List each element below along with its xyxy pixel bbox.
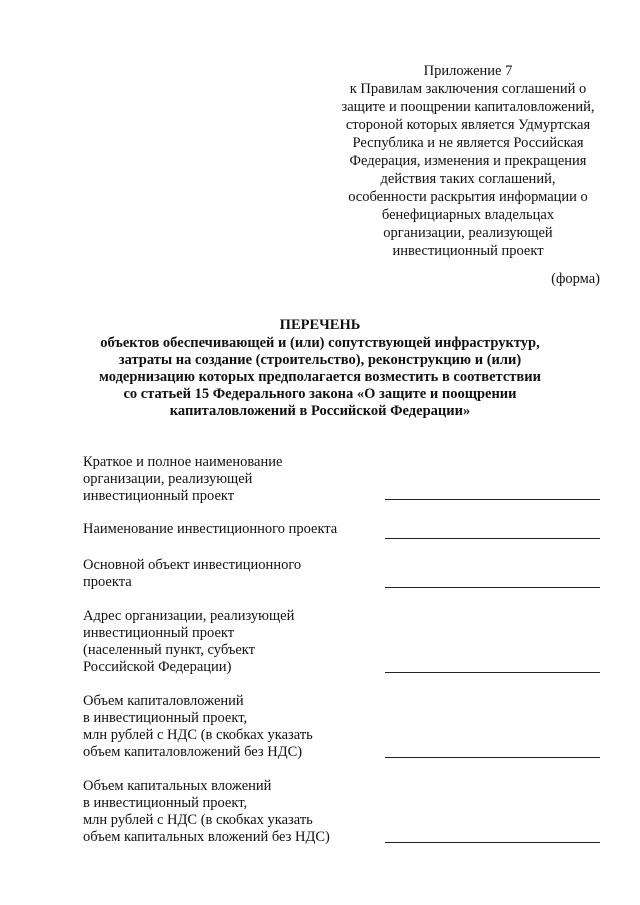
field-label xyxy=(83,778,603,846)
appendix-line: организации, реализующей xyxy=(383,225,553,241)
heading-title: ПЕРЕЧЕНЬ xyxy=(279,317,361,333)
field-capital-investment-volume xyxy=(83,693,603,761)
heading-line: объектов обеспечивающей и (или) сопутствующей инфраструктур, xyxy=(100,335,540,351)
field-label xyxy=(83,693,603,761)
field-label-line: Краткое и полное наименование xyxy=(83,454,283,470)
field-label xyxy=(83,557,603,591)
fill-in-line[interactable] xyxy=(385,842,600,843)
field-label-line: млн рублей с НДС (в скобках указать xyxy=(83,812,313,828)
appendix-block xyxy=(322,62,614,260)
field-label-line: организации, реализующей xyxy=(83,471,253,487)
form-note: (форма) xyxy=(551,271,600,287)
appendix-text xyxy=(322,80,614,260)
field-organization-name xyxy=(83,454,603,505)
heading-line: затраты на создание (строительство), реконструкцию и (или) xyxy=(118,352,522,368)
appendix-line: Республика и не является Российская xyxy=(352,135,584,151)
heading-line: капиталовложений в Российской Федерации» xyxy=(169,403,471,419)
field-main-object xyxy=(83,557,603,591)
appendix-line: бенефициарных владельцах xyxy=(381,207,555,223)
fill-in-line[interactable] xyxy=(385,672,600,673)
fill-in-line[interactable] xyxy=(385,499,600,500)
fill-in-line[interactable] xyxy=(385,757,600,758)
field-capital-expenditure-volume xyxy=(83,778,603,846)
field-label-line: Объем капитальных вложений xyxy=(83,778,272,794)
field-label-line: Адрес организации, реализующей xyxy=(83,608,295,624)
fill-in-line[interactable] xyxy=(385,538,600,539)
appendix-line: защите и поощрении капиталовложений, xyxy=(341,99,595,115)
field-label-line: в инвестиционный проект, xyxy=(83,710,248,726)
field-label-line: объем капитальных вложений без НДС) xyxy=(83,829,330,845)
field-label-line: объем капиталовложений без НДС) xyxy=(83,744,303,760)
field-organization-address xyxy=(83,608,603,676)
field-label xyxy=(83,608,603,676)
appendix-line: Федерация, изменения и прекращения xyxy=(349,153,587,169)
field-project-name xyxy=(83,521,603,538)
field-label-line: Основной объект инвестиционного xyxy=(83,557,302,573)
field-label xyxy=(83,454,603,505)
appendix-line: к Правилам заключения соглашений о xyxy=(349,81,587,97)
document-heading xyxy=(40,317,600,420)
field-label-line: Объем капиталовложений xyxy=(83,693,244,709)
field-label xyxy=(83,521,603,538)
field-label-line: инвестиционный проект xyxy=(83,625,235,641)
field-label-line: Наименование инвестиционного проекта xyxy=(83,521,338,537)
field-label-line: инвестиционный проект xyxy=(83,488,235,504)
appendix-line: инвестиционный проект xyxy=(392,243,544,259)
field-label-line: (населенный пункт, субъект xyxy=(83,642,255,658)
heading-line: со статьей 15 Федерального закона «О защите и поощрении xyxy=(123,386,517,402)
field-label-line: в инвестиционный проект, xyxy=(83,795,248,811)
fill-in-line[interactable] xyxy=(385,587,600,588)
appendix-line: особенности раскрытия информации о xyxy=(348,189,588,205)
field-label-line: проекта xyxy=(83,574,132,590)
appendix-title: Приложение 7 xyxy=(423,63,513,79)
heading-line: модернизацию которых предполагается возместить в соответствии xyxy=(99,369,541,385)
field-label-line: Российской Федерации) xyxy=(83,659,232,675)
heading-subtitle xyxy=(40,335,600,420)
appendix-line: действия таких соглашений, xyxy=(380,171,556,187)
field-label-line: млн рублей с НДС (в скобках указать xyxy=(83,727,313,743)
appendix-line: стороной которых является Удмуртская xyxy=(345,117,591,133)
